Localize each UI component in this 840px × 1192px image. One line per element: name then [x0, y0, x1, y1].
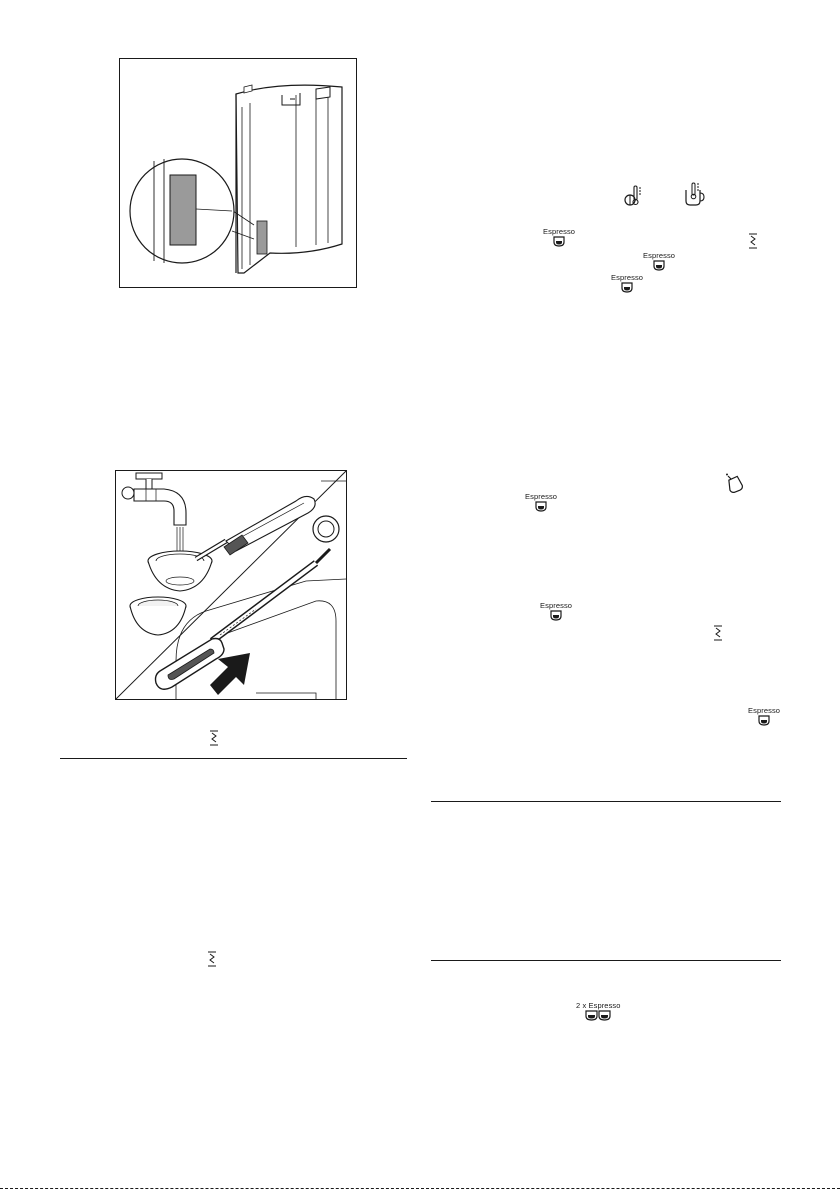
descale-zigzag-icon: [207, 951, 217, 967]
espresso-button-icon: [525, 493, 557, 512]
cleaning-figure: [115, 470, 347, 700]
espresso-cup-icon: [621, 282, 633, 293]
water-tank-figure: [119, 58, 357, 288]
espresso-button-icon: [748, 707, 780, 726]
double-espresso-button-icon: [576, 1002, 621, 1021]
steam-thermometer-icon: [624, 184, 642, 208]
espresso-label: Espresso: [525, 492, 558, 501]
double-espresso-label: 2 x Espresso: [576, 1001, 621, 1010]
page-bottom-edge: [0, 1188, 840, 1189]
descale-zigzag-icon: [713, 625, 723, 641]
double-espresso-cup-icon: [585, 1010, 611, 1021]
espresso-button-icon: [543, 228, 575, 247]
espresso-cup-icon: [550, 610, 562, 621]
section-divider-right-2: [431, 960, 781, 961]
mug-thermometer-icon: [684, 181, 706, 207]
espresso-button-icon: [540, 602, 572, 621]
espresso-cup-icon: [653, 260, 665, 271]
espresso-label: Espresso: [543, 227, 576, 236]
espresso-label: Espresso: [643, 251, 676, 260]
espresso-label: Espresso: [748, 706, 781, 715]
section-divider-right-1: [431, 801, 781, 802]
espresso-cup-icon: [535, 501, 547, 512]
descale-zigzag-icon: [209, 730, 219, 746]
descale-zigzag-icon: [748, 233, 758, 249]
espresso-button-icon: [643, 252, 675, 271]
water-tank-illustration: [120, 59, 356, 287]
milk-jug-icon: [725, 473, 743, 493]
espresso-button-icon: [611, 274, 643, 293]
filter-cleaning-illustration: [116, 471, 346, 699]
espresso-label: Espresso: [611, 273, 644, 282]
section-divider-left-1: [60, 758, 407, 759]
espresso-label: Espresso: [540, 601, 573, 610]
espresso-cup-icon: [758, 715, 770, 726]
espresso-cup-icon: [553, 236, 565, 247]
